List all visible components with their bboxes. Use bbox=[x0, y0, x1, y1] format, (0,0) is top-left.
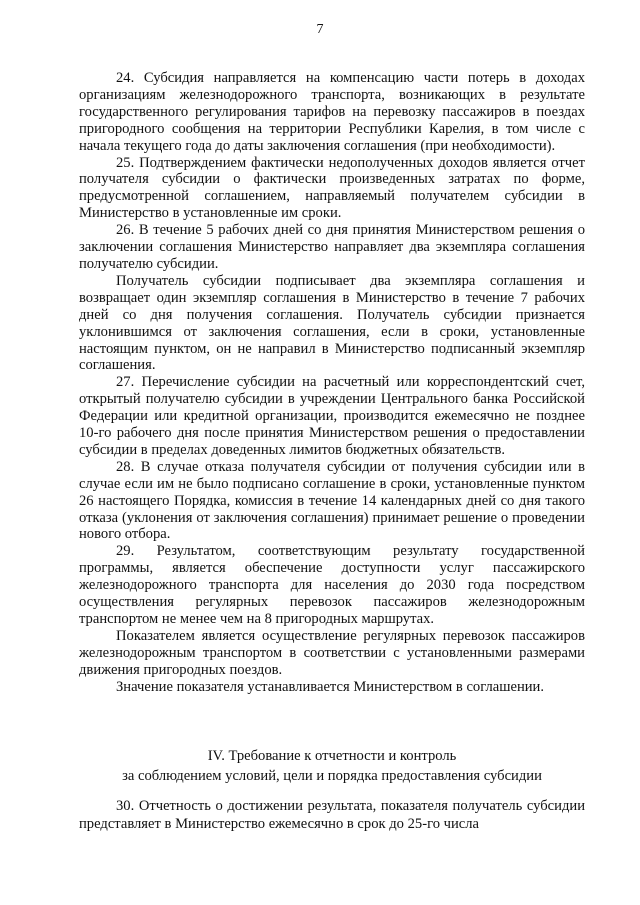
paragraph-30: 30. Отчетность о достижении результата, показателя получатель субсидии представляет в Министерство ежемесячно в срок до 25-го числа bbox=[79, 798, 585, 832]
section-heading-line-1: IV. Требование к отчетности и контроль bbox=[207, 748, 457, 764]
document-body bbox=[79, 70, 585, 696]
paragraph-25: 25. Подтверждением фактически недополученных доходов является отчет получателя субсидии о фактически произведенных затратах по форме, предусмотренной соглашением, направляемый получателем субсидии в Министерство в установленные им сроки. bbox=[79, 154, 585, 222]
section-heading-line-2: за соблюдением условий, цели и порядка предоставления субсидии bbox=[122, 768, 542, 784]
paragraph-29-indicator-value: Значение показателя устанавливается Министерством в соглашении. bbox=[116, 678, 545, 695]
paragraph-29-indicator: Показателем является осуществление регулярных перевозок пассажиров железнодорожным транспортом в соответствии с установленными размерами движения пригородных поездов. bbox=[79, 627, 585, 678]
page-number: 7 bbox=[316, 22, 324, 37]
paragraph-26: 26. В течение 5 рабочих дней со дня принятия Министерством решения о заключении соглашения Министерство направляет два экземпляра соглашения получателю субсидии. bbox=[79, 222, 585, 272]
paragraph-24: 24. Субсидия направляется на компенсацию части потерь в доходах организациям железнодорожного транспорта, возникающих в результате государственного регулирования тарифов на перевозку пассажиров в поездах пригородного сообщения на территории Республики Карелия, в том числе с начала текущего года до даты заключения соглашения (при необходимости). bbox=[79, 70, 585, 154]
paragraph-29: 29. Результатом, соответствующим результату государственной программы, является обеспечение доступности услуг пассажирского железнодорожного транспорта для населения до 2030 года посредством осуществления регулярных перевозок пассажиров железнодорожным транспортом не менее чем на 8 пригородных маршрутах. bbox=[79, 543, 585, 627]
section-heading bbox=[79, 746, 585, 786]
paragraph-26-continued: Получатель субсидии подписывает два экземпляра соглашения и возвращает один экземпляр соглашения в Министерство в течение 7 рабочих дней со дня получения соглашения. Получатель субсидии признается уклонившимся от заключения соглашения, если в сроки, установленные настоящим пунктом, он не направил в Министерство подписанный экземпляр соглашения. bbox=[79, 272, 585, 374]
section-body bbox=[79, 798, 585, 833]
paragraph-28: 28. В случае отказа получателя субсидии от получения субсидии или в случае если им не было подписано соглашение в сроки, установленные пунктом 26 настоящего Порядка, комиссия в течение 14 календарных дней со дня такого отказа (уклонения от заключения соглашения) принимает решение о проведении нового отбора. bbox=[79, 458, 585, 543]
paragraph-27: 27. Перечисление субсидии на расчетный или корреспондентский счет, открытый получателю субсидии в учреждении Центрального банка Российской Федерации или кредитной организации, производится ежемесячно не позднее 10-го рабочего дня после принятия Министерством решения о предоставлении субсидии в пределах доведенных лимитов бюджетных обязательств. bbox=[79, 374, 585, 458]
